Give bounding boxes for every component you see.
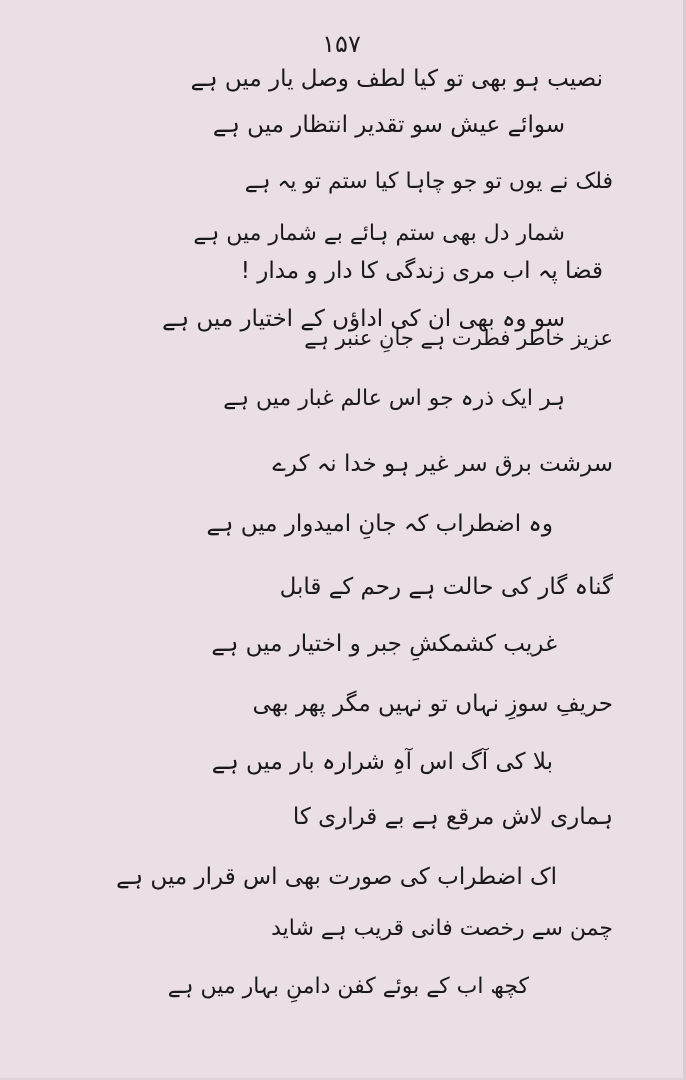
page-number: ۱۵۷ bbox=[322, 30, 361, 58]
poem-body bbox=[70, 58, 613, 1058]
verse-line: شمار دل بھی ستم ہائے بے شمار میں ہے bbox=[193, 221, 565, 246]
verse-line: اک اضطراب کی صورت بھی اس قرار میں ہے bbox=[116, 864, 557, 890]
verse-line: بلا کی آگ اس آہِ شرارہ بار میں ہے bbox=[211, 749, 553, 775]
verse-line: چمن سے رخصت فانی قریب ہے شاید bbox=[271, 916, 613, 941]
verse-line: نصیب ہو بھی تو کیا لطف وصل یار میں ہے bbox=[190, 66, 603, 92]
verse-line: ہماری لاش مرقع ہے بے قراری کا bbox=[292, 804, 613, 830]
verse-line: غریب کشمکشِ جبر و اختیار میں ہے bbox=[211, 631, 557, 657]
verse-line: سو وہ بھی ان کی اداؤں کے اختیار میں ہے bbox=[162, 306, 565, 332]
verse-line: عزیز خاطر فطرت ہے جانِ عنبر ہے bbox=[304, 326, 613, 350]
verse-line: ہر ایک ذرہ جو اس عالم غبار میں ہے bbox=[223, 386, 565, 411]
verse-line: فلک نے یوں تو جو چاہا کیا ستم تو یہ ہے bbox=[244, 169, 613, 194]
verse-line: وہ اضطراب کہ جانِ امیدوار میں ہے bbox=[206, 511, 553, 537]
verse-line: گناہ گار کی حالت ہے رحم کے قابل bbox=[279, 574, 613, 600]
verse-line: کچھ اب کے بوئے کفن دامنِ بہار میں ہے bbox=[167, 974, 529, 999]
verse-line: قضا پہ اب مری زندگی کا دار و مدار ! bbox=[240, 258, 603, 284]
verse-line: سرشت برق سر غیر ہو خدا نہ کرے bbox=[272, 451, 613, 477]
verse-line: حریفِ سوزِ نہاں تو نہیں مگر پھر بھی bbox=[252, 691, 613, 717]
verse-line: سوائے عیش سو تقدیر انتظار میں ہے bbox=[212, 112, 565, 138]
